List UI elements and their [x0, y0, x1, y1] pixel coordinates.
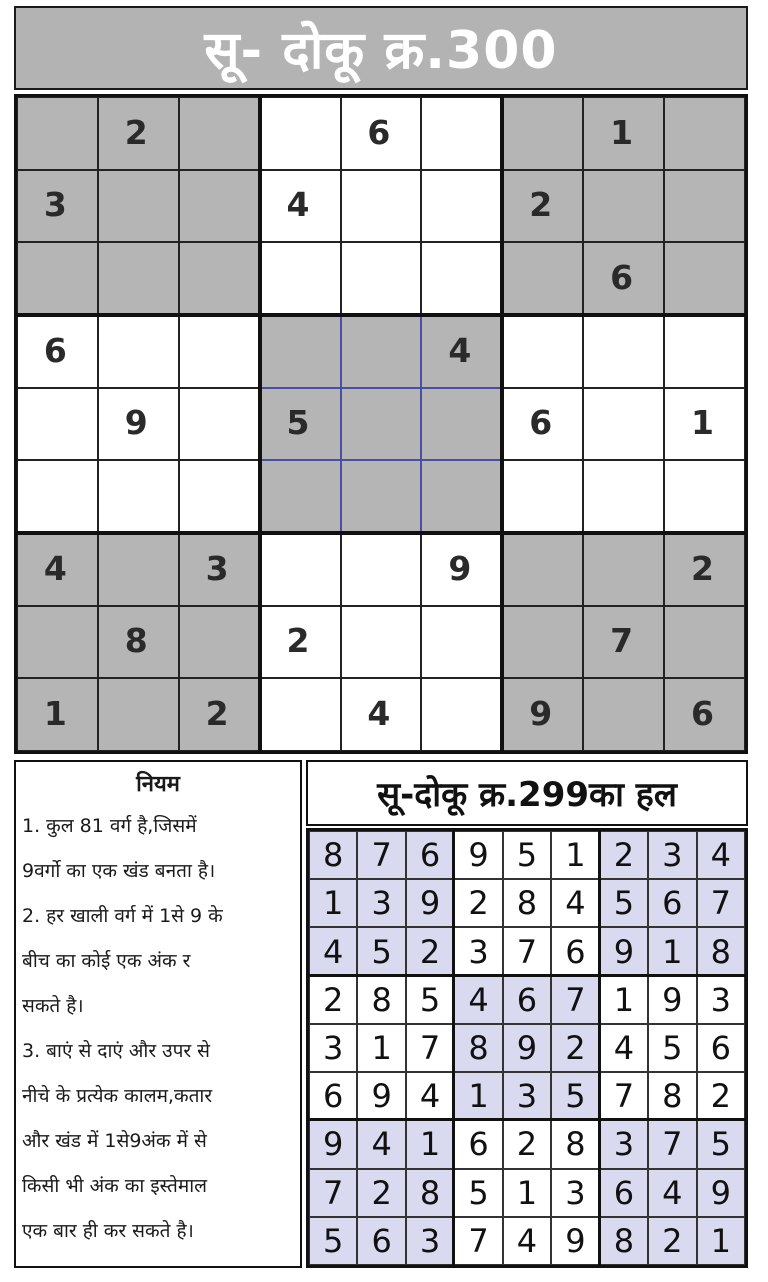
sudoku-cell[interactable]: [341, 606, 422, 679]
solution-cell: 3: [503, 1072, 551, 1120]
sudoku-cell[interactable]: [98, 606, 179, 679]
sudoku-cell[interactable]: [179, 460, 260, 533]
solution-cell: 3: [309, 1024, 357, 1072]
solution-cell: 4: [648, 1169, 696, 1217]
solution-cell: 8: [309, 831, 357, 879]
sudoku-cell[interactable]: [179, 97, 260, 170]
cell-digit: 2: [529, 185, 553, 225]
sudoku-cell[interactable]: [341, 97, 422, 170]
solution-cell: 7: [309, 1169, 357, 1217]
solution-cell: 5: [648, 1024, 696, 1072]
sudoku-cell[interactable]: [421, 97, 502, 170]
sudoku-cell[interactable]: [502, 388, 583, 461]
solution-cell: 9: [697, 1169, 745, 1217]
sudoku-cell[interactable]: [664, 460, 745, 533]
solution-cell: 4: [406, 1072, 454, 1120]
solution-cell: 2: [648, 1217, 696, 1265]
cell-digit: 8: [124, 621, 148, 661]
cell-digit: 4: [286, 185, 310, 225]
sudoku-cell[interactable]: [98, 170, 179, 243]
rule-line: और खंड में 1से9अंक में से: [22, 1130, 207, 1152]
cell-digit: 1: [43, 693, 67, 733]
cell-digit: 4: [43, 548, 67, 588]
solution-title-bar: [306, 760, 748, 826]
sudoku-cell[interactable]: [583, 242, 664, 315]
sudoku-cell[interactable]: [98, 388, 179, 461]
sudoku-cell[interactable]: [260, 533, 341, 606]
sudoku-cell[interactable]: [421, 606, 502, 679]
sudoku-cell[interactable]: [502, 315, 583, 388]
box-divider: [258, 97, 262, 751]
solution-cell: 9: [454, 831, 502, 879]
cell-digit: 2: [124, 112, 148, 152]
sudoku-cell[interactable]: [341, 315, 422, 388]
cell-digit: 3: [43, 185, 67, 225]
solution-cell: 8: [600, 1217, 648, 1265]
solution-cell: 8: [697, 927, 745, 975]
sudoku-cell[interactable]: [98, 460, 179, 533]
sudoku-cell[interactable]: [98, 315, 179, 388]
sudoku-cell[interactable]: [17, 678, 98, 751]
sudoku-cell[interactable]: [17, 97, 98, 170]
solution-cell: 1: [503, 1169, 551, 1217]
sudoku-cell[interactable]: [421, 678, 502, 751]
solution-cell: 4: [551, 879, 599, 927]
sudoku-cell[interactable]: [179, 388, 260, 461]
solution-cell: 5: [503, 831, 551, 879]
rule-line: एक बार ही कर सकते है।: [22, 1220, 194, 1242]
solution-cell: 2: [309, 976, 357, 1024]
sudoku-cell[interactable]: [179, 315, 260, 388]
sudoku-cell[interactable]: [502, 170, 583, 243]
cell-digit: 4: [448, 330, 472, 370]
rule-line: 3. बाएं से दाएं और उपर से: [22, 1040, 211, 1062]
solution-cell: 6: [648, 879, 696, 927]
sudoku-cell[interactable]: [17, 533, 98, 606]
rule-line: किसी भी अंक का इस्तेमाल: [22, 1175, 208, 1197]
box-divider: [309, 1118, 745, 1121]
sudoku-cell[interactable]: [664, 678, 745, 751]
sudoku-cell[interactable]: [341, 242, 422, 315]
sudoku-cell[interactable]: [583, 170, 664, 243]
sudoku-cell[interactable]: [260, 678, 341, 751]
sudoku-cell[interactable]: [17, 170, 98, 243]
solution-cell: 6: [600, 1169, 648, 1217]
rule-line: 1. कुल 81 वर्ग है,जिसमें: [22, 815, 197, 837]
solution-cell: 2: [503, 1120, 551, 1168]
solution-cell: 3: [406, 1217, 454, 1265]
solution-cell: 8: [551, 1120, 599, 1168]
sudoku-cell[interactable]: [179, 170, 260, 243]
solution-cell: 9: [309, 1120, 357, 1168]
cell-digit: 6: [43, 330, 67, 370]
solution-cell: 3: [600, 1120, 648, 1168]
solution-cell: 3: [648, 831, 696, 879]
sudoku-cell[interactable]: [98, 242, 179, 315]
cell-digit: 7: [610, 621, 634, 661]
solution-cell: 7: [454, 1217, 502, 1265]
sudoku-cell[interactable]: [583, 678, 664, 751]
box-divider: [309, 974, 745, 977]
puzzle-title: सू- दोकू क्र.300: [204, 20, 558, 81]
solution-cell: 7: [406, 1024, 454, 1072]
sudoku-cell[interactable]: [17, 315, 98, 388]
solution-cell: 4: [454, 976, 502, 1024]
solution-cell: 6: [454, 1120, 502, 1168]
solution-cell: 6: [503, 976, 551, 1024]
solution-cell: 9: [503, 1024, 551, 1072]
sudoku-cell[interactable]: [421, 315, 502, 388]
solution-cell: 8: [648, 1072, 696, 1120]
sudoku-cell[interactable]: [664, 315, 745, 388]
sudoku-cell[interactable]: [260, 97, 341, 170]
rule-line: सकते है।: [22, 995, 84, 1017]
solution-cell: 9: [600, 927, 648, 975]
sudoku-cell[interactable]: [421, 242, 502, 315]
solution-cell: 1: [600, 976, 648, 1024]
solution-cell: 7: [697, 879, 745, 927]
sudoku-cell[interactable]: [583, 606, 664, 679]
sudoku-cell[interactable]: [17, 242, 98, 315]
box-divider: [17, 531, 745, 535]
cell-digit: 3: [205, 548, 229, 588]
solution-cell: 2: [454, 879, 502, 927]
solution-grid: [306, 828, 748, 1268]
sudoku-cell[interactable]: [260, 388, 341, 461]
sudoku-cell[interactable]: [179, 242, 260, 315]
solution-cell: 3: [697, 976, 745, 1024]
sudoku-cell[interactable]: [502, 678, 583, 751]
sudoku-cell[interactable]: [502, 97, 583, 170]
sudoku-cell[interactable]: [260, 242, 341, 315]
cell-digit: 1: [690, 403, 714, 443]
sudoku-cell[interactable]: [421, 170, 502, 243]
sudoku-cell[interactable]: [341, 678, 422, 751]
solution-cell: 2: [357, 1169, 405, 1217]
sudoku-cell[interactable]: [421, 460, 502, 533]
sudoku-cell[interactable]: [341, 388, 422, 461]
sudoku-cell[interactable]: [17, 388, 98, 461]
solution-cell: 1: [697, 1217, 745, 1265]
cell-digit: 2: [205, 693, 229, 733]
solution-cell: 4: [697, 831, 745, 879]
rule-line: 2. हर खाली वर्ग में 1से 9 के: [22, 905, 223, 927]
sudoku-cell[interactable]: [260, 170, 341, 243]
sudoku-cell[interactable]: [98, 678, 179, 751]
sudoku-cell[interactable]: [664, 606, 745, 679]
sudoku-cell[interactable]: [502, 460, 583, 533]
sudoku-cell[interactable]: [664, 170, 745, 243]
box-divider: [500, 97, 504, 751]
sudoku-cell[interactable]: [583, 97, 664, 170]
sudoku-cell[interactable]: [502, 533, 583, 606]
solution-cell: 2: [406, 927, 454, 975]
cell-digit: 2: [690, 548, 714, 588]
cell-digit: 9: [124, 403, 148, 443]
solution-cell: 8: [454, 1024, 502, 1072]
sudoku-cell[interactable]: [664, 97, 745, 170]
rules-title: नियम: [136, 772, 180, 797]
solution-cell: 8: [357, 976, 405, 1024]
solution-cell: 1: [406, 1120, 454, 1168]
solution-cell: 5: [697, 1120, 745, 1168]
solution-cell: 1: [309, 879, 357, 927]
solution-cell: 9: [406, 879, 454, 927]
sudoku-cell[interactable]: [98, 533, 179, 606]
sudoku-cell[interactable]: [341, 170, 422, 243]
sudoku-cell[interactable]: [502, 606, 583, 679]
sudoku-cell[interactable]: [17, 606, 98, 679]
rule-line: बीच का कोई एक अंक र: [22, 950, 191, 972]
sudoku-cell[interactable]: [583, 533, 664, 606]
solution-cell: 2: [697, 1072, 745, 1120]
box-divider: [17, 313, 745, 317]
solution-cell: 6: [697, 1024, 745, 1072]
sudoku-cell[interactable]: [98, 97, 179, 170]
sudoku-cell[interactable]: [583, 315, 664, 388]
cell-digit: 6: [690, 693, 714, 733]
cell-digit: 2: [286, 621, 310, 661]
sudoku-cell[interactable]: [17, 460, 98, 533]
solution-cell: 1: [454, 1072, 502, 1120]
cell-digit: 6: [529, 403, 553, 443]
sudoku-cell[interactable]: [260, 315, 341, 388]
sudoku-cell[interactable]: [179, 606, 260, 679]
sudoku-cell[interactable]: [664, 242, 745, 315]
cell-digit: 5: [286, 403, 310, 443]
solution-cell: 5: [309, 1217, 357, 1265]
solution-cell: 6: [357, 1217, 405, 1265]
solution-cell: 5: [551, 1072, 599, 1120]
cell-digit: 6: [610, 257, 634, 297]
sudoku-cell[interactable]: [583, 388, 664, 461]
solution-cell: 1: [357, 1024, 405, 1072]
cell-digit: 9: [529, 693, 553, 733]
solution-cell: 5: [600, 879, 648, 927]
solution-cell: 2: [600, 831, 648, 879]
solution-cell: 9: [648, 976, 696, 1024]
sudoku-cell[interactable]: [664, 533, 745, 606]
solution-cell: 7: [600, 1072, 648, 1120]
solution-cell: 9: [357, 1072, 405, 1120]
rule-line: 9वर्गो का एक खंड बनता है।: [22, 860, 216, 882]
solution-cell: 6: [406, 831, 454, 879]
sudoku-cell[interactable]: [179, 533, 260, 606]
solution-cell: 4: [309, 927, 357, 975]
solution-cell: 1: [648, 927, 696, 975]
solution-cell: 3: [551, 1169, 599, 1217]
solution-cell: 3: [357, 879, 405, 927]
sudoku-cell[interactable]: [421, 533, 502, 606]
solution-cell: 3: [454, 927, 502, 975]
solution-cell: 6: [551, 927, 599, 975]
box-divider: [598, 831, 601, 1265]
sudoku-cell[interactable]: [341, 533, 422, 606]
cell-digit: 4: [367, 693, 391, 733]
rule-line: नीचे के प्रत्येक कालम,कतार: [22, 1085, 213, 1107]
solution-cell: 9: [551, 1217, 599, 1265]
sudoku-cell[interactable]: [421, 388, 502, 461]
sudoku-cell[interactable]: [341, 460, 422, 533]
solution-cell: 7: [648, 1120, 696, 1168]
sudoku-cell[interactable]: [260, 460, 341, 533]
sudoku-grid[interactable]: [14, 94, 748, 754]
rules-panel: [14, 760, 302, 1268]
cell-digit: 1: [610, 112, 634, 152]
sudoku-cell[interactable]: [260, 606, 341, 679]
solution-cell: 5: [454, 1169, 502, 1217]
solution-cell: 7: [551, 976, 599, 1024]
box-divider: [452, 831, 455, 1265]
solution-cell: 1: [551, 831, 599, 879]
solution-cell: 6: [309, 1072, 357, 1120]
solution-cell: 5: [357, 927, 405, 975]
solution-cell: 5: [406, 976, 454, 1024]
sudoku-cell[interactable]: [583, 460, 664, 533]
solution-cell: 2: [551, 1024, 599, 1072]
solution-cell: 8: [406, 1169, 454, 1217]
cell-digit: 9: [448, 548, 472, 588]
solution-cell: 4: [600, 1024, 648, 1072]
solution-title: सू-दोकू क्र.299का हल: [377, 775, 677, 815]
solution-cell: 4: [503, 1217, 551, 1265]
sudoku-cell[interactable]: [179, 678, 260, 751]
solution-cell: 7: [357, 831, 405, 879]
sudoku-cell[interactable]: [664, 388, 745, 461]
solution-cell: 4: [357, 1120, 405, 1168]
sudoku-cell[interactable]: [502, 242, 583, 315]
solution-cell: 7: [503, 927, 551, 975]
cell-digit: 6: [367, 112, 391, 152]
solution-cell: 8: [503, 879, 551, 927]
puzzle-title-bar: [14, 6, 748, 90]
